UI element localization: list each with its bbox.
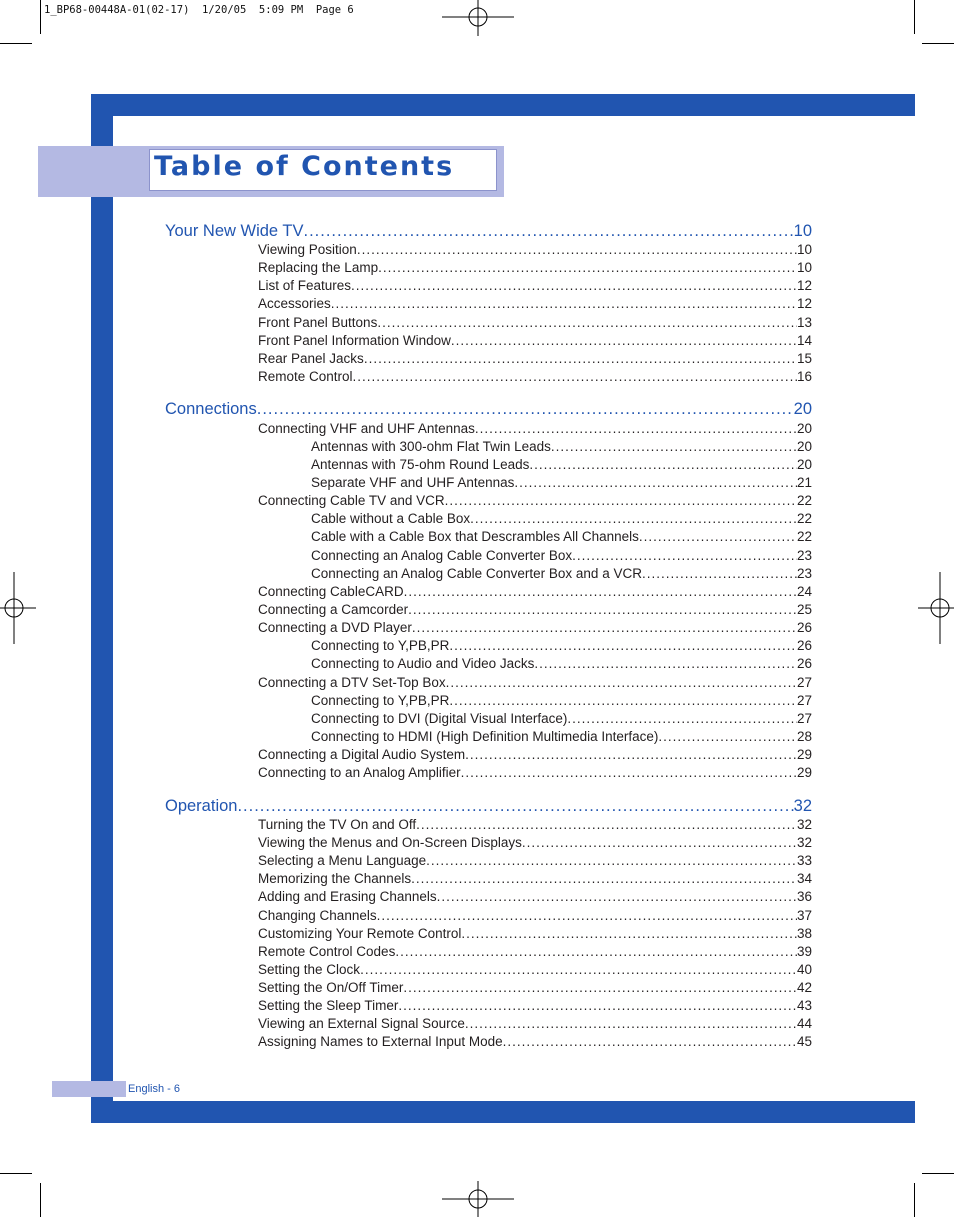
entry-title: Customizing Your Remote Control [258,926,462,941]
entry-title: Remote Control [258,369,353,384]
toc-entry[interactable] [258,1034,812,1052]
entry-title: Connecting an Analog Cable Converter Box [311,548,573,563]
toc-entry[interactable] [258,908,812,926]
page-number: 42 [796,980,812,995]
toc-entry[interactable] [258,998,812,1016]
entry-title: Connecting VHF and UHF Antennas [258,421,475,436]
toc-subentry[interactable] [311,729,812,747]
registration-mark-bottom-icon [442,1181,514,1217]
entry-title: Accessories [258,296,331,311]
entry-title: Connecting CableCARD [258,584,404,599]
toc-entry[interactable] [258,493,812,511]
toc-subentry[interactable] [311,511,812,529]
toc-entry[interactable] [258,351,812,369]
toc-entry[interactable] [258,296,812,314]
toc-subentry[interactable] [311,529,812,547]
entry-title: Connecting Cable TV and VCR [258,493,445,508]
toc-entry[interactable] [258,333,812,351]
page-number: 20 [796,439,812,454]
section-title: Operation [165,797,238,815]
page-number: 26 [796,638,812,653]
toc-subentry[interactable] [311,475,812,493]
page-number: 14 [796,333,812,348]
entry-title: Antennas with 300-ohm Flat Twin Leads [311,439,551,454]
page-number: 29 [796,747,812,762]
page-number: 23 [796,566,812,581]
toc-entry[interactable] [258,853,812,871]
toc-subentry[interactable] [311,439,812,457]
page-number: 12 [796,296,812,311]
entry-title: Front Panel Information Window [258,333,451,348]
toc-entry[interactable] [258,602,812,620]
entry-title: Selecting a Menu Language [258,853,427,868]
page-number: 32 [796,817,812,832]
registration-mark-top-icon [442,0,514,36]
toc-entry[interactable] [258,1016,812,1034]
entry-title: Turning the TV On and Off [258,817,417,832]
title-box [149,149,497,191]
page-number: 12 [796,278,812,293]
toc-subentry[interactable] [311,548,812,566]
toc-subentry[interactable] [311,693,812,711]
page-number: 32 [793,797,812,815]
toc-subentry[interactable] [311,656,812,674]
toc-section-connections[interactable] [165,400,812,420]
page-number: 24 [796,584,812,599]
toc-entry[interactable] [258,620,812,638]
page-number: 22 [796,511,812,526]
toc-entry[interactable] [258,369,812,387]
page-number: 25 [796,602,812,617]
page-number: 34 [796,871,812,886]
toc-entry[interactable] [258,889,812,907]
toc-subentry[interactable] [311,638,812,656]
entry-title: Remote Control Codes [258,944,396,959]
entry-title: Replacing the Lamp [258,260,379,275]
entry-title: Viewing the Menus and On-Screen Displays [258,835,522,850]
entry-title: Connecting to Y,PB,PR [311,638,450,653]
page-number: 26 [796,620,812,635]
page-number: 39 [796,944,812,959]
page-number: 33 [796,853,812,868]
toc-entry[interactable] [258,747,812,765]
toc-entry[interactable] [258,278,812,296]
toc-entry[interactable] [258,765,812,783]
entry-title: Connecting a DVD Player [258,620,412,635]
page-title: Table of Contents [154,151,455,182]
entry-title: Connecting a Camcorder [258,602,409,617]
toc-entry[interactable] [258,835,812,853]
page-number: 40 [796,962,812,977]
page-number: 38 [796,926,812,941]
page-number: 27 [796,693,812,708]
entry-title: Antennas with 75-ohm Round Leads [311,457,530,472]
entry-title: Connecting a DTV Set-Top Box [258,675,446,690]
entry-title: Connecting to HDMI (High Definition Multimedia Interface) [311,729,659,744]
page-number: 27 [796,675,812,690]
entry-title: Changing Channels [258,908,377,923]
section-title: Connections [165,400,257,418]
entry-title: Cable without a Cable Box [311,511,471,526]
page-number: 23 [796,548,812,563]
page-number: 10 [793,222,812,240]
page-number: 44 [796,1016,812,1031]
entry-title: Setting the Clock [258,962,361,977]
page-number: 32 [796,835,812,850]
toc-entry[interactable] [258,962,812,980]
page-number: 13 [796,315,812,330]
page-number: 21 [796,475,812,490]
toc-entry[interactable] [258,584,812,602]
page-number: 20 [796,457,812,472]
entry-title: Front Panel Buttons [258,315,378,330]
entry-title: Connecting to an Analog Amplifier [258,765,461,780]
page-number: 37 [796,908,812,923]
page-footer: English - 6 [128,1083,180,1095]
toc-subentry[interactable] [311,457,812,475]
page-number: 10 [796,260,812,275]
page-number: 28 [796,729,812,744]
page-number: 22 [796,529,812,544]
toc-entry[interactable] [258,817,812,835]
entry-title: Connecting a Digital Audio System [258,747,466,762]
entry-title: Connecting to DVI (Digital Visual Interface) [311,711,568,726]
section-title: Your New Wide TV [165,222,304,240]
page-number: 20 [793,400,812,418]
toc-section-operation[interactable] [165,797,812,817]
page-number: 20 [796,421,812,436]
entry-title: Setting the Sleep Timer [258,998,399,1013]
registration-mark-left-icon [0,572,36,644]
entry-title: Rear Panel Jacks [258,351,364,366]
entry-title: Adding and Erasing Channels [258,889,437,904]
toc-entry[interactable] [258,980,812,998]
toc-section-your-new-wide-tv[interactable] [165,222,812,242]
page-number: 10 [796,242,812,257]
entry-title: Assigning Names to External Input Mode [258,1034,503,1049]
page-number: 22 [796,493,812,508]
print-slug: 1_BP68-00448A-01(02-17) 1/20/05 5:09 PM Page 6 [44,4,354,16]
page-number: 26 [796,656,812,671]
toc-entry[interactable] [258,871,812,889]
toc-entry[interactable] [258,242,812,260]
page-number: 15 [796,351,812,366]
toc-subentry[interactable] [311,711,812,729]
registration-mark-right-icon [918,572,954,644]
page-number: 36 [796,889,812,904]
entry-title: Connecting to Y,PB,PR [311,693,450,708]
entry-title: Viewing an External Signal Source [258,1016,465,1031]
entry-title: Memorizing the Channels [258,871,412,886]
page-number: 27 [796,711,812,726]
toc-entry[interactable] [258,315,812,333]
toc-entry[interactable] [258,675,812,693]
toc-entry[interactable] [258,944,812,962]
entry-title: Connecting an Analog Cable Converter Box and a VCR [311,566,642,581]
entry-title: Setting the On/Off Timer [258,980,404,995]
entry-title: Connecting to Audio and Video Jacks [311,656,535,671]
entry-title: Cable with a Cable Box that Descrambles All Channels [311,529,639,544]
entry-title: Separate VHF and UHF Antennas [311,475,515,490]
toc-entry[interactable] [258,260,812,278]
entry-title: List of Features [258,278,352,293]
page-number: 29 [796,765,812,780]
page-number: 16 [796,369,812,384]
page-number: 45 [796,1034,812,1049]
page-number: 43 [796,998,812,1013]
toc-entry[interactable] [258,926,812,944]
toc-subentry[interactable] [311,566,812,584]
entry-title: Viewing Position [258,242,357,257]
footer-tab [52,1081,126,1097]
toc-entry[interactable] [258,421,812,439]
